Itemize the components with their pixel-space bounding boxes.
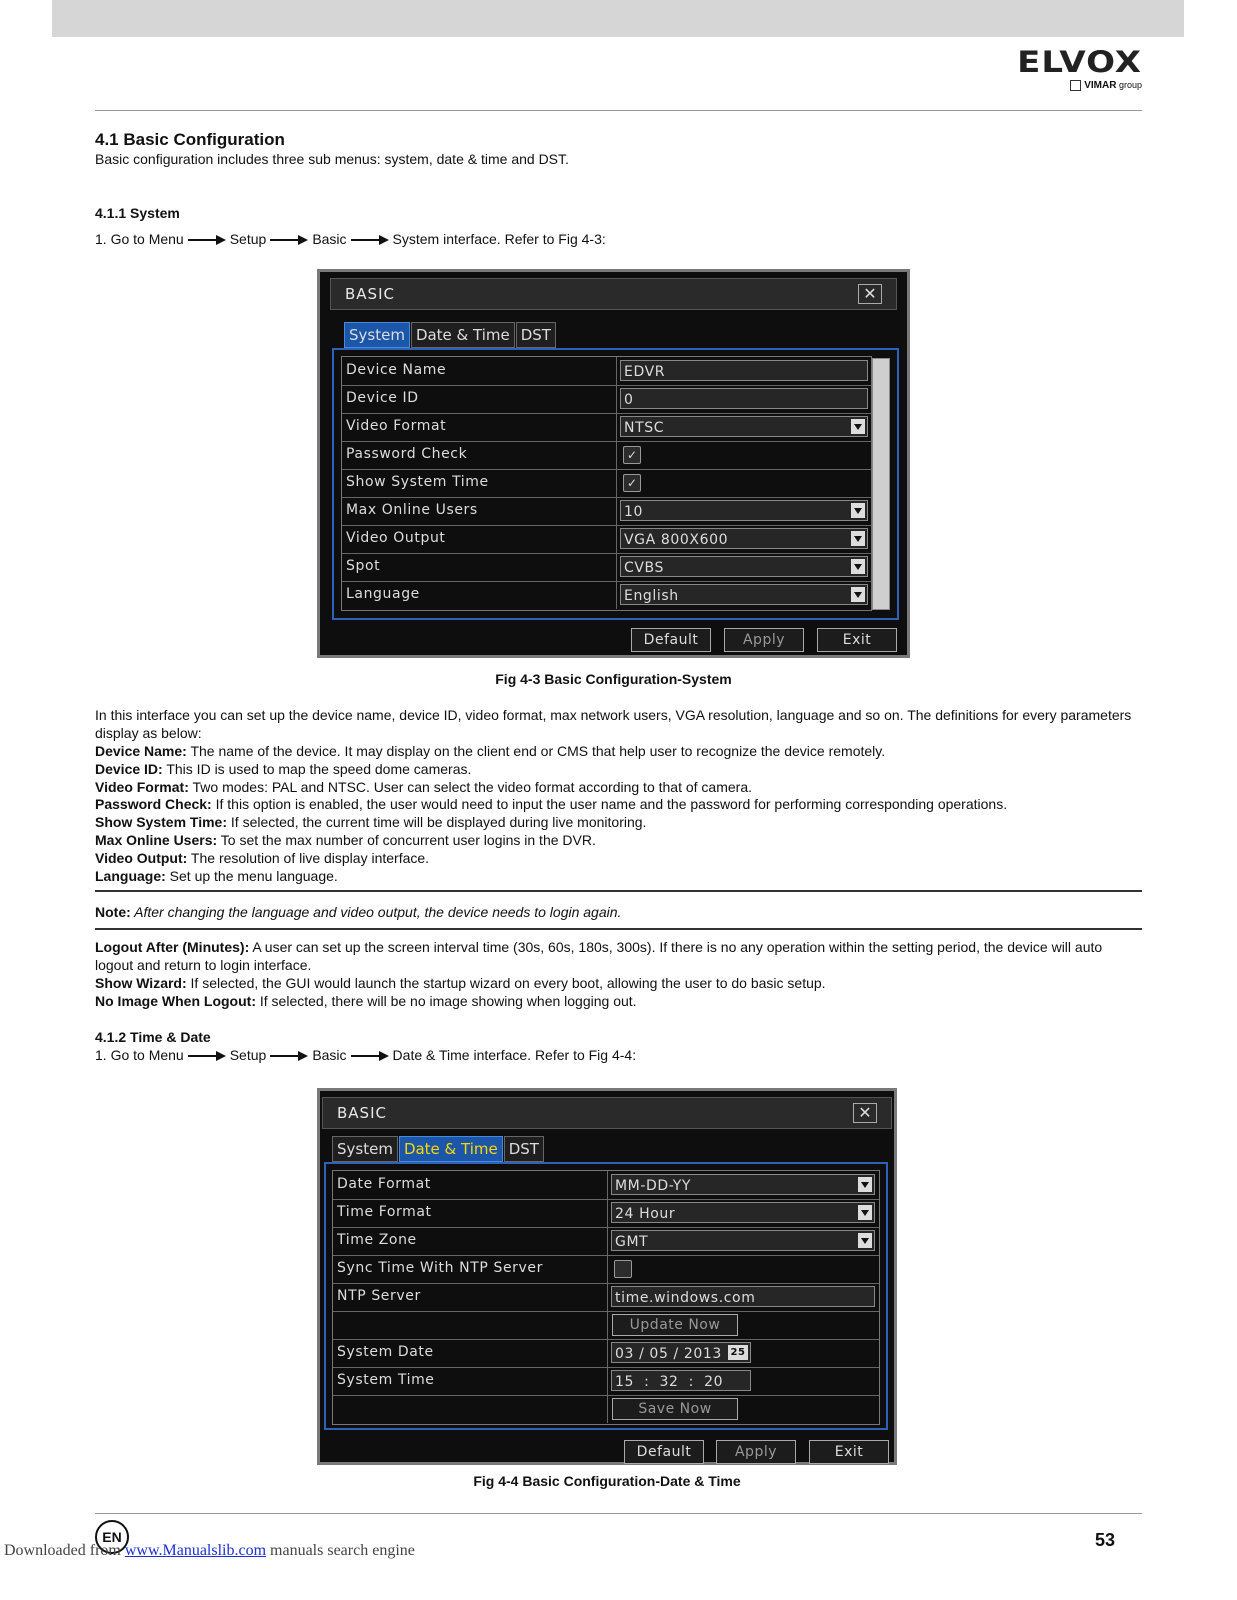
basic-system-dialog [317,269,910,658]
password-check-checkbox[interactable]: ✓ [623,446,641,464]
max-online-users-select[interactable]: 10 [620,500,868,521]
spot-select[interactable]: CVBS [620,556,868,577]
definition-logout-after: Logout After (Minutes): A user can set up the screen interval time (30s, 60s, 180s, 300s). If there is no any operation within the setting period, the device will auto logout and return to login interface. [95,939,1103,973]
chevron-down-icon[interactable] [851,531,865,546]
time-nav-step: 1. Go to Menu Setup Basic Date & Time interface. Refer to Fig 4-4: [95,1047,637,1063]
ntp-server-input[interactable]: time.windows.com [611,1286,875,1307]
top-banner [52,0,1184,37]
dialog-tabs [344,322,557,348]
default-button[interactable]: Default [624,1440,704,1464]
manualslib-link[interactable]: www.Manualslib.com [124,1542,267,1559]
definition-language: Language: Set up the menu language. [95,868,338,884]
device-id-input[interactable]: 0 [620,388,868,409]
chevron-down-icon[interactable] [851,587,865,602]
row-video-output: Video Output VGA 800X600 [342,525,871,554]
exit-button[interactable]: Exit [809,1440,889,1464]
dialog-title: BASIC [337,1104,387,1122]
default-button[interactable]: Default [631,628,711,652]
row-save-now [333,1395,879,1423]
close-icon[interactable]: ✕ [853,1103,877,1123]
chevron-down-icon[interactable] [858,1205,872,1220]
video-output-select[interactable]: VGA 800X600 [620,528,868,549]
device-name-input[interactable]: EDVR [620,360,868,381]
chevron-down-icon[interactable] [858,1177,872,1192]
language-select[interactable]: English [620,584,868,605]
settings-table [341,356,872,611]
download-credit: Downloaded from www.Manualslib.com manuals search engine [4,1542,415,1559]
definition-show-system-time: Show System Time: If selected, the current time will be displayed during live monitoring. [95,814,647,830]
close-icon[interactable]: ✕ [858,284,882,304]
system-time-input[interactable]: 15 : 32 : 20 [611,1370,751,1391]
row-date-format: Date Format MM-DD-YY [333,1171,879,1200]
time-zone-select[interactable]: GMT [611,1230,875,1251]
definition-video-format: Video Format: Two modes: PAL and NTSC. User can select the video format according to that of camera. [95,779,752,795]
note: Note: After changing the language and video output, the device needs to login again. [95,904,622,920]
language-badge: EN [95,1520,129,1554]
arrow-icon [270,235,308,245]
calendar-icon[interactable]: 25 [728,1345,748,1360]
tab-date-time[interactable]: Date & Time [399,1136,503,1162]
definition-device-id: Device ID: This ID is used to map the speed dome cameras. [95,761,472,777]
arrow-icon [188,1051,226,1061]
row-system-date: System Date 03 / 05 / 2013 25 [333,1339,879,1368]
system-nav-step: 1. Go to Menu Setup Basic System interface. Refer to Fig 4-3: [95,231,606,247]
save-now-button[interactable]: Save Now [612,1398,738,1420]
arrow-icon [351,235,389,245]
fig-4-4-caption: Fig 4-4 Basic Configuration-Date & Time [473,1473,741,1489]
show-system-time-checkbox[interactable]: ✓ [623,474,641,492]
row-spot: Spot CVBS [342,553,871,582]
row-show-system-time: Show System Time ✓ [342,469,871,498]
update-now-button[interactable]: Update Now [612,1314,738,1336]
brand-name: ELVOX [1017,45,1142,80]
date-format-select[interactable]: MM-DD-YY [611,1174,875,1195]
tab-system[interactable]: System [332,1136,398,1162]
scrollbar[interactable] [872,358,890,610]
row-time-zone: Time Zone GMT [333,1227,879,1256]
basic-date-time-dialog [317,1088,897,1465]
chevron-down-icon[interactable] [858,1233,872,1248]
video-format-select[interactable]: NTSC [620,416,868,437]
footer-divider [95,1513,1142,1514]
row-language: Language English [342,581,871,609]
section-intro: Basic configuration includes three sub menus: system, date & time and DST. [95,151,569,167]
dialog-tabs [332,1136,545,1162]
arrow-icon [351,1051,389,1061]
apply-button[interactable]: Apply [716,1440,796,1464]
section-title: 4.1 Basic Configuration [95,130,285,149]
definition-device-name: Device Name: The name of the device. It may display on the client end or CMS that help user to recognize the device remotely. [95,743,886,759]
definition-no-image-when-logout: No Image When Logout: If selected, there will be no image showing when logging out. [95,993,637,1009]
note-top-rule [95,890,1142,892]
time-format-select[interactable]: 24 Hour [611,1202,875,1223]
sync-ntp-checkbox[interactable] [614,1260,632,1278]
row-video-format: Video Format NTSC [342,413,871,442]
chevron-down-icon[interactable] [851,419,865,434]
row-ntp-server: NTP Server time.windows.com [333,1283,879,1312]
system-subsection-title: 4.1.1 System [95,205,180,221]
row-sync-ntp: Sync Time With NTP Server [333,1255,879,1284]
row-device-id: Device ID 0 [342,385,871,414]
settings-table [332,1170,880,1425]
apply-button[interactable]: Apply [724,628,804,652]
tab-dst[interactable]: DST [504,1136,544,1162]
system-date-input[interactable]: 03 / 05 / 2013 25 [611,1342,751,1363]
page-number: 53 [1095,1530,1116,1550]
row-max-online-users: Max Online Users 10 [342,497,871,526]
row-time-format: Time Format 24 Hour [333,1199,879,1228]
description-intro: In this interface you can set up the device name, device ID, video format, max network users, VGA resolution, language and so on. The definitions for every parameters display as below: [95,707,1132,741]
definition-max-online-users: Max Online Users: To set the max number of concurrent user logins in the DVR. [95,832,596,848]
dialog-title: BASIC [345,285,395,303]
tab-system[interactable]: System [344,322,410,348]
time-subsection-title: 4.1.2 Time & Date [95,1029,211,1045]
arrow-icon [188,235,226,245]
dialog-title-bar [322,1097,892,1129]
fig-4-3-caption: Fig 4-3 Basic Configuration-System [495,671,732,687]
dialog-title-bar [330,278,897,310]
exit-button[interactable]: Exit [817,628,897,652]
elvox-logo [1010,45,1142,91]
row-device-name: Device Name EDVR [342,357,871,386]
definition-video-output: Video Output: The resolution of live display interface. [95,850,430,866]
definition-show-wizard: Show Wizard: If selected, the GUI would launch the startup wizard on every boot, allowing the user to do basic setup. [95,975,826,991]
tab-dst[interactable]: DST [516,322,556,348]
row-password-check: Password Check ✓ [342,441,871,470]
vimar-icon [1070,80,1081,91]
chevron-down-icon[interactable] [851,559,865,574]
chevron-down-icon[interactable] [851,503,865,518]
row-system-time: System Time 15 : 32 : 20 [333,1367,879,1396]
arrow-icon [270,1051,308,1061]
note-bottom-rule [95,928,1142,930]
row-update-now [333,1311,879,1340]
tab-date-time[interactable]: Date & Time [411,322,515,348]
vimar-group-logo: VIMAR group [1010,80,1142,91]
header-divider [95,110,1142,111]
definition-password-check: Password Check: If this option is enabled, the user would need to input the user name and the password for performing corresponding operations. [95,796,1008,812]
